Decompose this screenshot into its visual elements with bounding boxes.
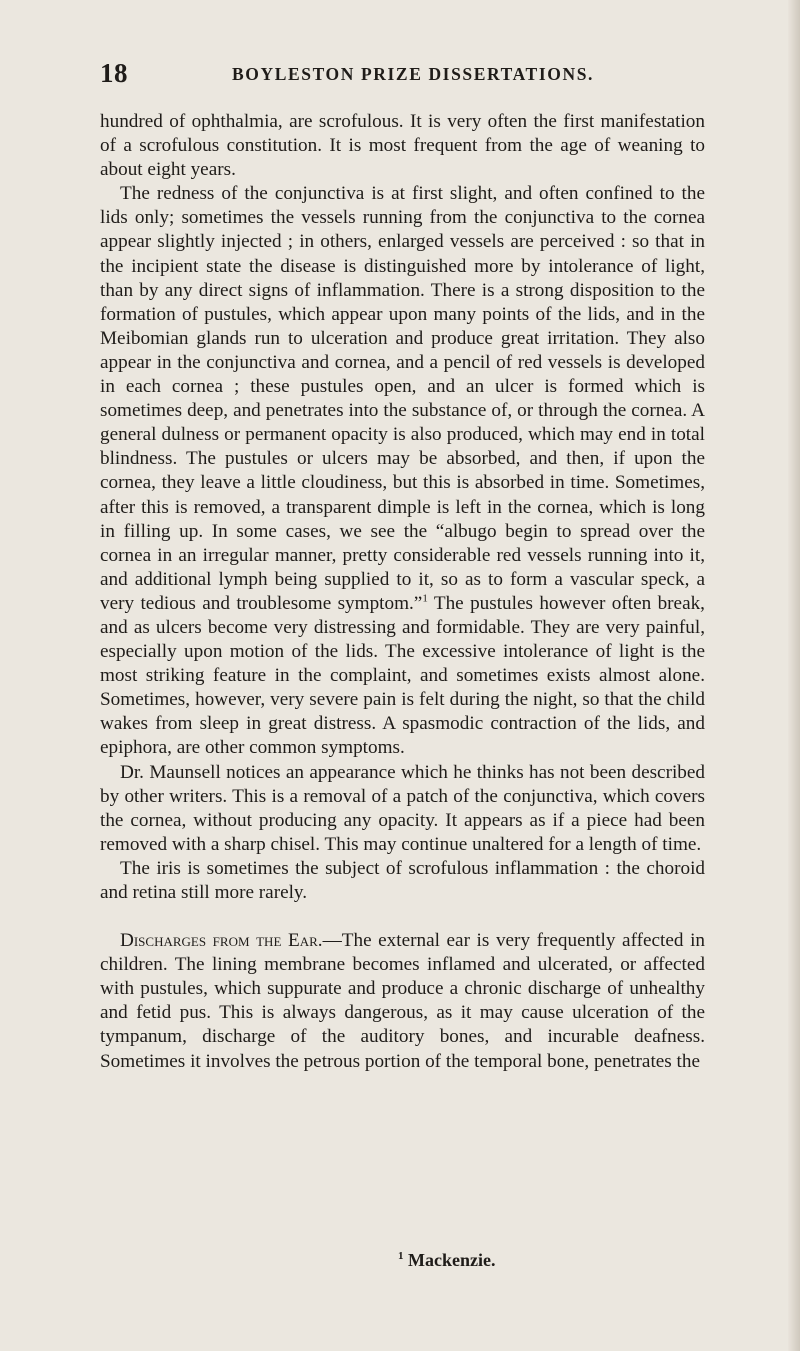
footnote-reference: 1 (422, 592, 428, 605)
page-edge-shadow (788, 0, 800, 1351)
footnote-text: Mackenzie. (408, 1250, 496, 1270)
paragraph-1-text: hundred of ophthalmia, are scrofulous. It is very often the first manifestation of a scrofulous constitution. It is most frequent from the age of weaning to about eight years. (100, 111, 705, 181)
paragraph-5-text: —The external ear is very frequently affected in children. The lining membrane becomes inflamed and ulcerated, or affected with pustules, which suppurate and produce a chronic discharge of unhealthy and fetid pus. This is always dangerous, as it may cause ulceration of the tympanum, discharge of the auditory bones, and incurable deafness. Sometimes it involves the petrous portion of the temporal bone, penetrates the (100, 930, 705, 1072)
paragraph-2 (100, 182, 705, 760)
paragraph-2-text-a: The redness of the conjunctiva is at first slight, and often confined to the lids only; sometimes the vessels running from the conjunctiva to the cornea appear slightly injected ; in others, enlarged vessels are perceived : so that in the incipient state the disease is distinguished more by intolerance of light, than by any direct signs of inflammation. There is a strong disposition to the formation of pustules, which appear upon many points of the lids, and in the Meibomian glands run to ulceration and produce great irritation. They also appear in the conjunctiva and cornea, and a pencil of red vessels is developed in each cornea ; these pustules open, and an ulcer is formed which is sometimes deep, and penetrates into the substance of, or through the cornea. A general dulness or permanent opacity is also produced, which may end in total blindness. The pustules or ulcers may be absorbed, and then, if upon the cornea, they leave a little cloudiness, but this is absorbed in time. Sometimes, after this is removed, a transparent dimple is left in the cornea, which is long in filling up. In some cases, we see the “albugo begin to spread over the cornea in an irregular manner, pretty considerable red vessels running into it, and additional lymph being supplied to it, so as to form a vascular speck, a very tedious and troublesome symptom.” (100, 183, 705, 614)
page-number: 18 (100, 58, 128, 88)
body-text (100, 110, 705, 1074)
paragraph-5 (100, 929, 705, 1074)
paragraph-3-text: Dr. Maunsell notices an appearance which he thinks has not been described by other writers. This is a removal of a patch of the conjunctiva, which covers the cornea, without producing any opacity. It appears as if a piece had been removed with a sharp chisel. This may continue unaltered for a length of time. (100, 761, 705, 855)
paragraph-1 (100, 110, 705, 182)
page-header (100, 58, 700, 88)
paragraph-4-text: The iris is sometimes the subject of scrofulous inflammation : the choroid and retina still more rarely. (100, 857, 705, 903)
paragraph-4 (100, 857, 705, 905)
footnote-mark: 1 (398, 1250, 404, 1262)
section-heading: Discharges from the Ear. (120, 930, 323, 952)
running-head: BOYLESTON PRIZE DISSERTATIONS. (232, 64, 594, 84)
footnote (398, 1250, 495, 1271)
paragraph-3 (100, 761, 705, 857)
paragraph-2-text-b: The pustules however often break, and as ulcers become very distressing and formidable. They are very painful, especially upon motion of the lids. The excessive intolerance of light is the most striking feature in the complaint, and sometimes exists almost alone. Sometimes, however, very severe pain is felt during the night, so that the child wakes from sleep in great distress. A spasmodic contraction of the lids, and epiphora, are other common symptoms. (100, 592, 705, 759)
